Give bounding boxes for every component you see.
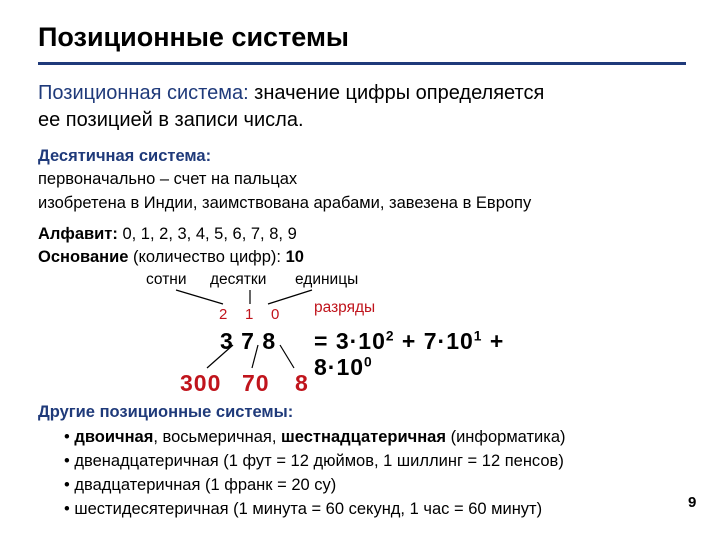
label-hundreds: сотни: [146, 271, 187, 288]
list-item: • двадцатеричная (1 франк = 20 су): [64, 476, 337, 494]
label-tens: десятки: [210, 271, 267, 288]
alphabet-value: 0, 1, 2, 3, 4, 5, 6, 7, 8, 9: [117, 225, 297, 243]
arrow-hundreds: [176, 290, 223, 304]
exponent-0: 0: [364, 354, 373, 370]
decimal-line1: первоначально – счет на пальцах: [38, 170, 298, 188]
arrow-value-8: [280, 345, 294, 368]
exponent-2: 2: [385, 328, 395, 344]
list-item: • двоичная, восьмеричная, шестнадцатеричная (информатика): [64, 428, 566, 446]
position-2: 2: [219, 306, 228, 323]
page-number: 9: [688, 494, 697, 511]
number: 3 7 8: [220, 328, 277, 354]
definition-line2: ее позицией в записи числа.: [38, 109, 304, 131]
decimal-heading: Десятичная система:: [38, 147, 212, 165]
list-item: • шестидесятеричная (1 минута = 60 секунд, 1 час = 60 минут): [64, 500, 543, 518]
equation-line2: $8\cdot 10^0$: [314, 354, 373, 380]
base-value: 10: [285, 248, 304, 266]
value-300: 300: [180, 370, 222, 396]
exponent-1: 1: [473, 328, 483, 344]
equation-line1: = $3\cdot 10^2 + 7\cdot 10^1$ +: [314, 328, 505, 354]
value-8: 8: [295, 370, 309, 396]
positions-label: разряды: [314, 299, 376, 316]
arrow-units: [268, 290, 312, 304]
value-70: 70: [242, 370, 270, 396]
definition-term: Позиционная система:: [38, 82, 249, 104]
page-title: Позиционные системы: [38, 22, 349, 52]
label-units: единицы: [295, 271, 359, 288]
position-1: 1: [245, 306, 254, 323]
base-text: (количество цифр):: [128, 248, 286, 266]
other-heading: Другие позиционные системы:: [38, 403, 294, 421]
position-0: 0: [271, 306, 280, 323]
decimal-line2: изобретена в Индии, заимствована арабами, завезена в Европу: [38, 194, 532, 212]
definition-line1: значение цифры определяется: [248, 82, 545, 104]
base-label: Основание: [38, 248, 129, 266]
alphabet-label: Алфавит:: [38, 225, 118, 243]
list-item: • двенадцатеричная (1 фут = 12 дюймов, 1 шиллинг = 12 пенсов): [64, 452, 564, 470]
